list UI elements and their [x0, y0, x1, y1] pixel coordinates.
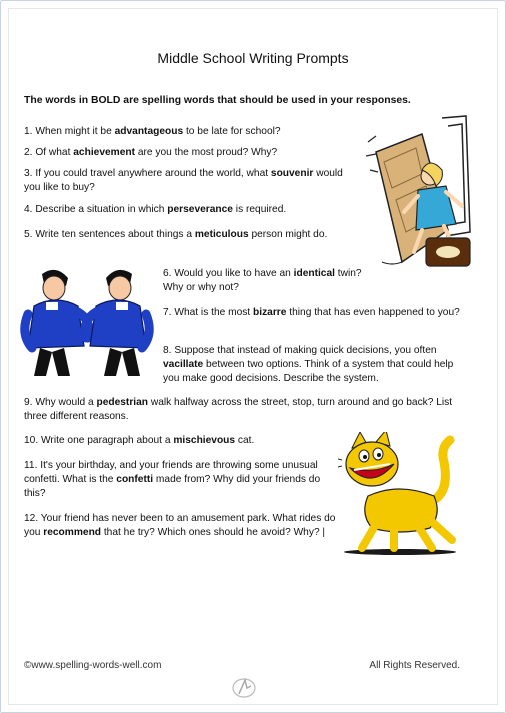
identical-twins-illustration: [20, 266, 154, 384]
mischievous-cat-illustration: [338, 432, 462, 556]
prompt-3: 3. If you could travel anywhere around the world, what souvenir would you like to buy?: [24, 168, 343, 193]
intro-text: The words in BOLD are spelling words that should be used in your responses.: [24, 95, 411, 106]
prompt-5: 5. Write ten sentences about things a meticulous person might do.: [24, 229, 328, 240]
prompt-12: 12. Your friend has never been to an amusement park. What rides do you recommend that he try? Which ones should he avoid? Why? |: [24, 513, 336, 538]
prompt-11: 11. It's your birthday, and your friends are throwing some unusual confetti. What is the confetti made from? Why did your friends do this?: [24, 460, 321, 499]
prompt-9: 9. Why would a pedestrian walk halfway across the street, stop, turn around and go back? List three different reasons.: [24, 397, 453, 422]
backpack: [426, 238, 470, 266]
twin-left: [25, 270, 89, 376]
prompt-6: 6. Would you like to have an identical twin? Why or why not?: [163, 268, 362, 293]
prompt-4: 4. Describe a situation in which perseverance is required.: [24, 204, 287, 215]
prompt-8: 8. Suppose that instead of making quick decisions, you often vacillate between two options. Think of a system that could help you make good decisions. Describe the system.: [163, 345, 454, 384]
prompt-1: 1. When might it be advantageous to be late for school?: [24, 126, 281, 137]
cat-tail: [430, 440, 450, 502]
prompt-2: 2. Of what achievement are you the most proud? Why?: [24, 147, 278, 158]
footer-rights: All Rights Reserved.: [369, 660, 460, 671]
prompt-10: 10. Write one paragraph about a mischievous cat.: [24, 435, 255, 446]
footer-copyright: ©www.spelling-words-well.com: [24, 660, 162, 671]
cat-head: [338, 432, 398, 486]
prompt-7: 7. What is the most bizarre thing that has even happened to you?: [163, 307, 460, 318]
page-title: Middle School Writing Prompts: [157, 50, 349, 66]
site-logo-icon: [230, 676, 258, 700]
twin-right: [85, 270, 149, 376]
girl-through-door-illustration: [362, 112, 486, 272]
